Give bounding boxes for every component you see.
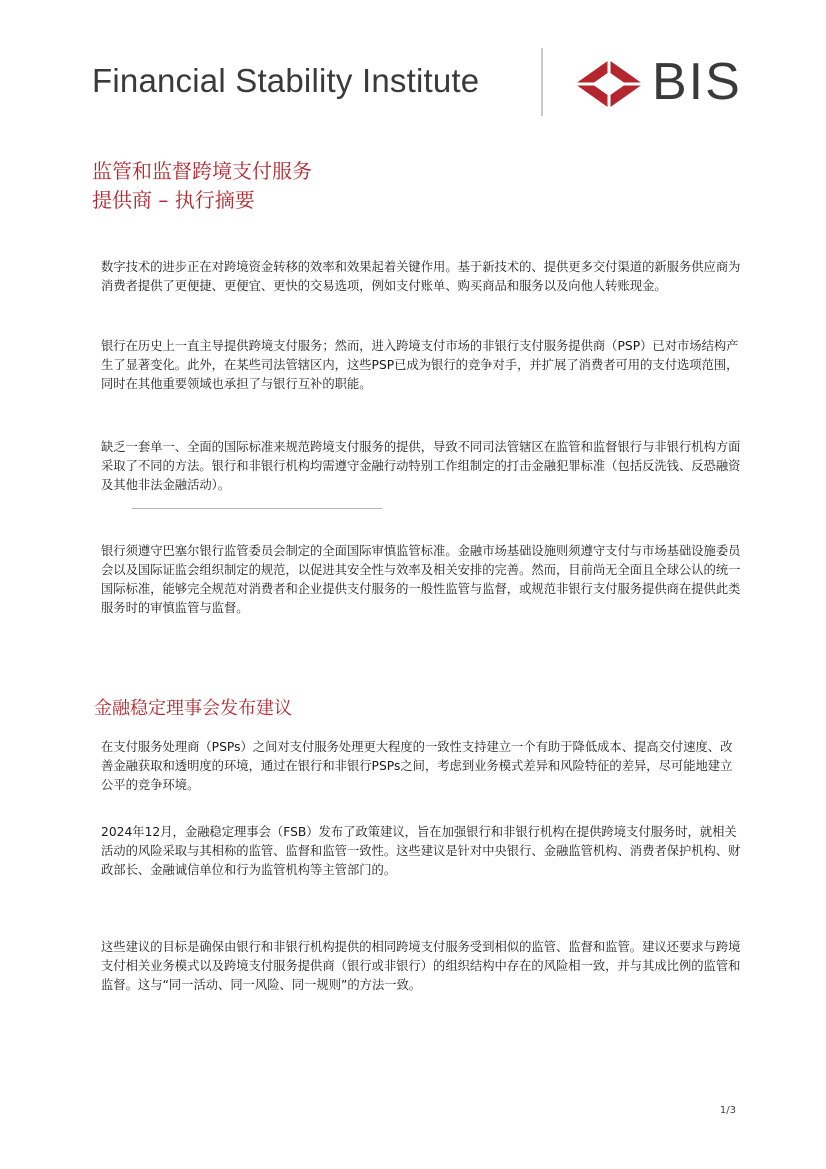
page-number: 1/3 — [719, 1105, 736, 1116]
summary-paragraph-2: 银行在历史上一直主导提供跨境支付服务；然而，进入跨境支付市场的非银行支付服务提供商（PSP）已对市场结构产生了显著变化。此外，在某些司法管辖区内，这些PSP已成为银行的竞争对手，并扩展了消费者可用的支付选项范围，同时在其他重要领域也承担了与银行互补的职能。 — [101, 339, 739, 391]
organization-name: Financial Stability Institute — [92, 62, 480, 99]
summary-paragraph-1: 数字技术的进步正在对跨境资金转移的效率和效果起着关键作用。基于新技术的、提供更多交付渠道的新服务供应商为消费者提供了更便捷、更便宜、更快的交易选项，例如支付账单、购买商品和服务以及向他人转账现金。 — [101, 260, 741, 293]
separator-line — [132, 508, 382, 509]
fsb-paragraph-1: 在支付服务处理商（PSPs）之间对支付服务处理更大程度的一致性支持建立一个有助于降低成本、提高交付速度、改善金融获取和透明度的环境，通过在银行和非银行PSPs之间，考虑到业务模式差异和风险特征的差异，尽可能地建立公平的竞争环境。 — [101, 740, 733, 792]
header-divider — [541, 48, 543, 116]
page-title — [92, 157, 592, 215]
bis-logo-icon — [573, 58, 645, 110]
fsb-paragraph-3: 这些建议的目标是确保由银行和非银行机构提供的相同跨境支付服务受到相似的监管、监督和监管。建议还要求与跨境支付相关业务模式以及跨境支付服务提供商（银行或非银行）的组织结构中存在的风险相一致，并与其成比例的监管和监督。这与“同一活动、同一风险、同一规则”的方法一致。 — [101, 940, 741, 992]
summary-paragraph-4: 银行须遵守巴塞尔银行监管委员会制定的全面国际审慎监管标准。金融市场基础设施则须遵守支付与市场基础设施委员会以及国际证监会组织制定的规范，以促进其安全性与效率及相关安排的完善。然而，目前尚无全面且全球公认的统一国际标准，能够完全规范对消费者和企业提供支付服务的一般性监管与监督，或规范非银行支付服务提供商在提供此类服务时的审慎监管与监督。 — [101, 544, 741, 615]
page-title-line-1: 监管和监督跨境支付服务 — [92, 159, 312, 183]
fsb-paragraph-2: 2024年12月，金融稳定理事会（FSB）发布了政策建议，旨在加强银行和非银行机构在提供跨境支付服务时，就相关活动的风险采取与其相称的监管、监督和监管一致性。这些建议是针对中央银行、金融监管机构、消费者保护机构、财政部长、金融诚信单位和行为监管机构等主管部门的。 — [101, 825, 741, 877]
bis-logo-text: BIS — [652, 53, 742, 111]
section-heading-fsb: 金融稳定理事会发布建议 — [94, 698, 292, 719]
summary-paragraph-3: 缺乏一套单一、全面的国际标准来规范跨境支付服务的提供，导致不同司法管辖区在监管和监督银行与非银行机构方面采取了不同的方法。银行和非银行机构均需遵守金融行动特别工作组制定的打击金融犯罪标准（包括反洗钱、反恐融资及其他非法金融活动）。 — [101, 440, 741, 492]
page-title-line-2: 提供商 – 执行摘要 — [92, 188, 255, 212]
